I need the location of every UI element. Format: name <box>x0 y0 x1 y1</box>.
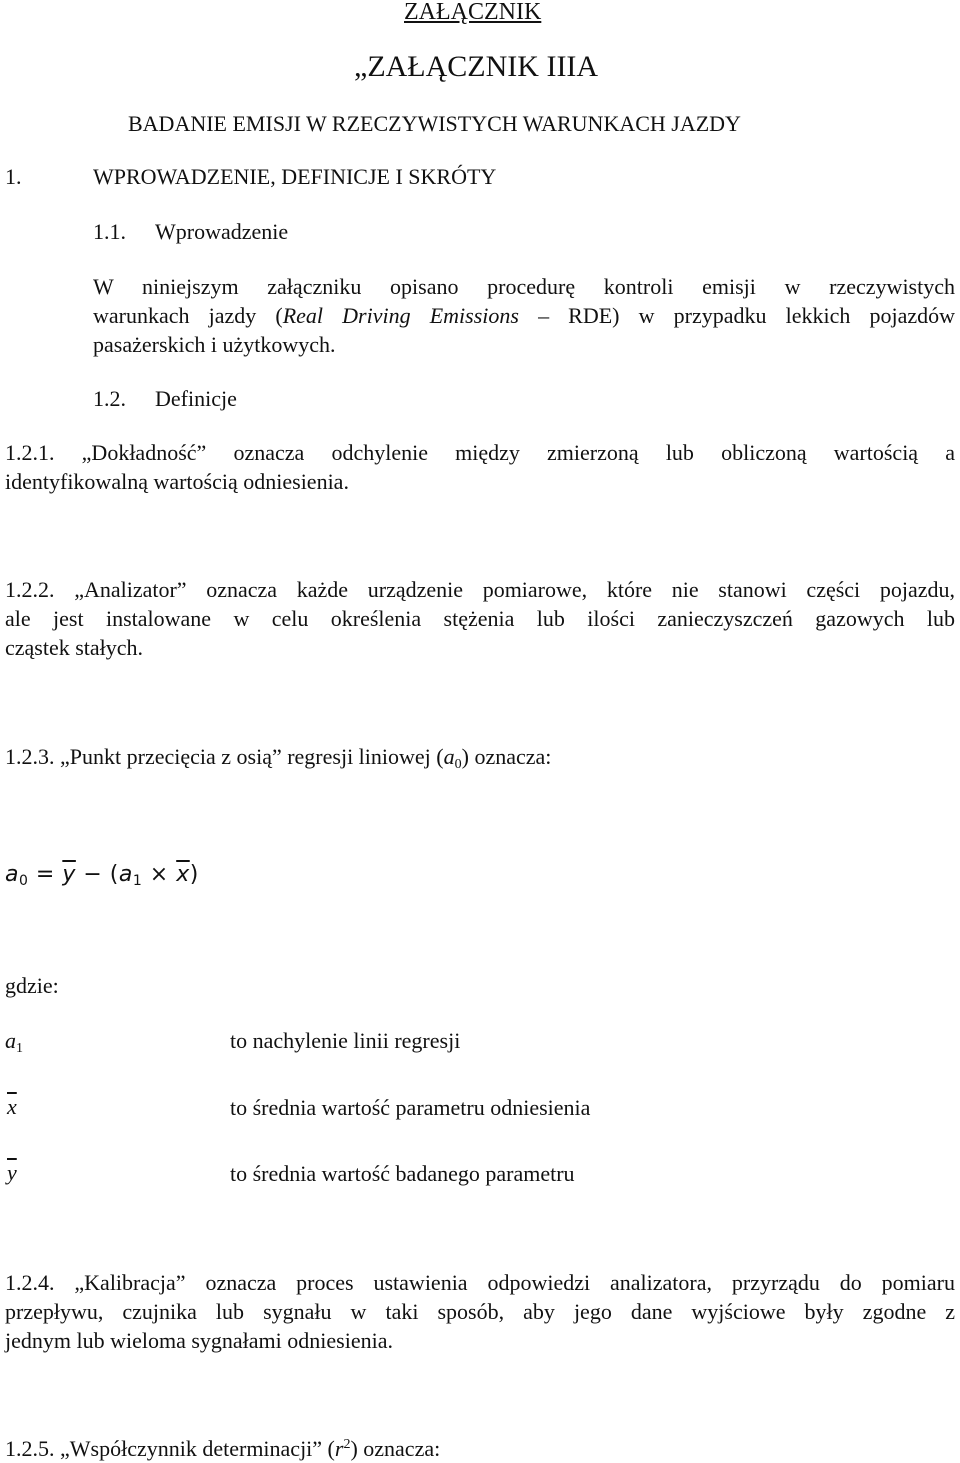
intro-line-1: W niniejszym załączniku opisano procedurę kontroli emisji w rzeczywistych <box>93 274 955 299</box>
formula-times: × <box>142 862 177 887</box>
where-label: gdzie: <box>5 973 59 998</box>
where-symbol-ybar-var: $\overline{y}$ <box>7 1160 17 1185</box>
intro-line-3: pasażerskich i użytkowych. <box>93 332 336 357</box>
def-5-suffix: ) oznacza: <box>350 1436 441 1461</box>
def-3-line <box>5 742 551 771</box>
def-2-line-3: cząstek stałych. <box>5 635 144 660</box>
formula-equals: = <box>28 862 63 887</box>
def-4-line-3: jednym lub wieloma sygnałami odniesienia. <box>5 1328 393 1353</box>
where-text-xbar: to średnia wartość parametru odniesienia <box>230 1095 591 1120</box>
where-symbol-a1 <box>5 1026 23 1055</box>
def-3-suffix: ) oznacza: <box>461 744 552 769</box>
def-5-sup: 2 <box>343 1437 351 1452</box>
section-1-1-title: Wprowadzenie <box>155 219 289 244</box>
formula-a0-sub: 0 <box>18 873 29 889</box>
annex-label: ZAŁĄCZNIK <box>404 0 542 25</box>
where-symbol-xbar <box>7 1092 17 1121</box>
def-5-prefix: 1.2.5. „Współczynnik determinacji” ( <box>5 1436 335 1461</box>
intro-line-2-italic: Real Driving Emissions <box>282 303 519 328</box>
def-3-sub: 0 <box>454 757 462 772</box>
formula-a1-sub: 1 <box>132 873 143 889</box>
def-4-line-2: przepływu, czujnika lub sygnału w taki sposób, aby jego dane wyjściowe były zgodne z <box>5 1299 955 1324</box>
formula-a0: a <box>5 862 19 887</box>
regression-intercept-formula <box>5 862 199 887</box>
intro-line-2-text-b: – RDE) w przypadku lekkich pojazdów <box>518 303 955 328</box>
intro-line-2-text-a: warunkach jazdy ( <box>93 303 283 328</box>
def-2-line-2: ale jest instalowane w celu określenia stężenia lub ilości zanieczyszczeń gazowych lub <box>5 606 955 631</box>
annex-title: „ZAŁĄCZNIK IIIA <box>354 50 599 83</box>
section-1-number: 1. <box>5 164 22 189</box>
def-4-line-1: 1.2.4. „Kalibracja” oznacza proces ustawienia odpowiedzi analizatora, przyrządu do pomiaru <box>5 1270 955 1295</box>
def-5-var: r <box>334 1436 344 1461</box>
where-symbol-a1-sub: 1 <box>16 1041 23 1056</box>
formula-xbar: $\overline{x}$ <box>176 862 190 887</box>
def-3-var: a <box>443 744 455 769</box>
def-1-line-2: identyfikowalną wartością odniesienia. <box>5 469 349 494</box>
formula-ybar: $\overline{y}$ <box>62 862 76 887</box>
where-symbol-xbar-var: $\overline{x}$ <box>7 1094 17 1119</box>
section-1-1-number: 1.1. <box>93 219 126 244</box>
intro-line-2 <box>93 301 955 330</box>
def-2-line-1: 1.2.2. „Analizator” oznacza każde urządzenie pomiarowe, które nie stanowi części pojazdu, <box>5 577 955 602</box>
section-1-title: WPROWADZENIE, DEFINICJE I SKRÓTY <box>93 164 497 189</box>
def-1-line-1: 1.2.1. „Dokładność” oznacza odchylenie między zmierzoną lub obliczoną wartością a <box>5 440 955 465</box>
where-symbol-ybar <box>7 1158 17 1187</box>
document-subtitle: BADANIE EMISJI W RZECZYWISTYCH WARUNKACH JAZDY <box>128 111 741 136</box>
where-symbol-a1-var: a <box>5 1028 16 1053</box>
where-text-ybar: to średnia wartość badanego parametru <box>230 1161 575 1186</box>
def-3-prefix: 1.2.3. „Punkt przecięcia z osią” regresji liniowej ( <box>5 744 444 769</box>
formula-a1: a <box>118 862 133 887</box>
formula-close: ) <box>189 862 199 887</box>
formula-minus: − ( <box>75 862 119 887</box>
def-5-line <box>5 1434 440 1463</box>
section-1-2-number: 1.2. <box>93 386 126 411</box>
section-1-2-title: Definicje <box>155 386 237 411</box>
where-text-a1: to nachylenie linii regresji <box>230 1028 461 1053</box>
